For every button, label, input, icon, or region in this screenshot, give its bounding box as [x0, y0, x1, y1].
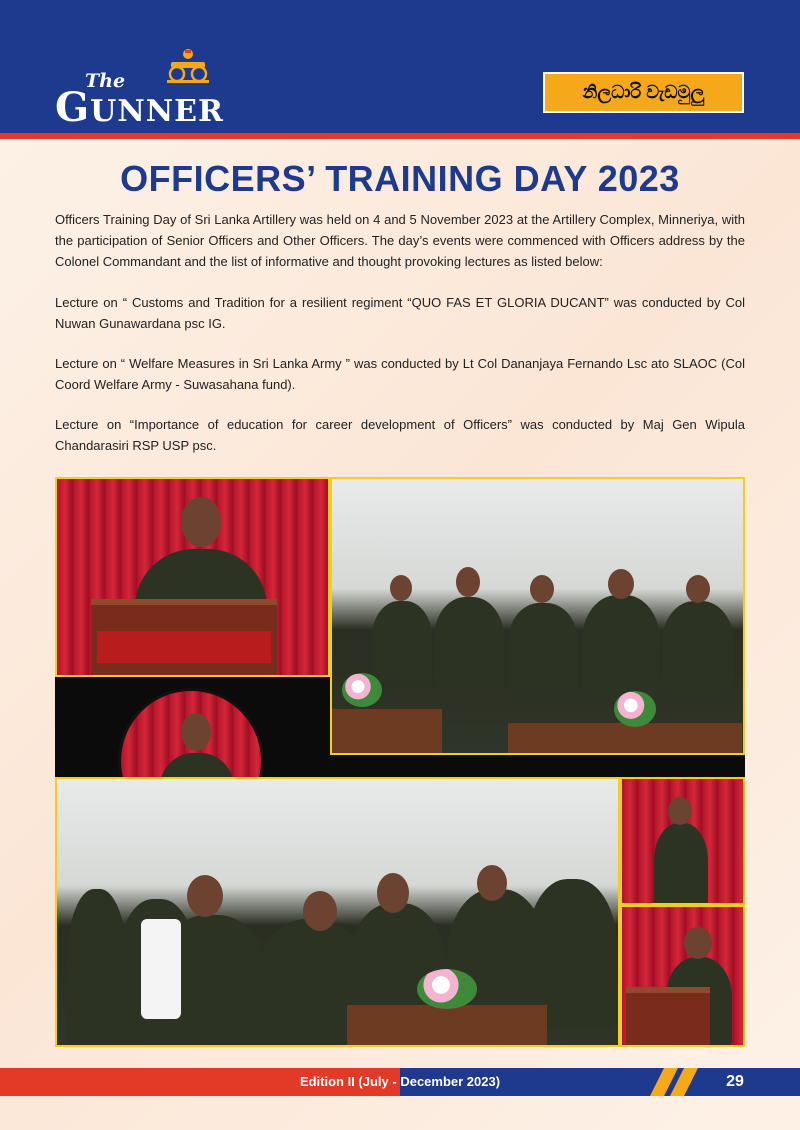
photo-lecturer-at-lectern	[620, 905, 745, 1047]
lecture-paragraph-1: Lecture on “ Customs and Tradition for a resilient regiment “QUO FAS ET GLORIA DUCANT” was conducted by Col Nuwan Gunawardana psc IG.	[55, 295, 745, 331]
article-title: OFFICERS’ TRAINING DAY 2023	[120, 158, 680, 199]
photo-officers-audience	[55, 777, 620, 1047]
header-stripe	[0, 133, 800, 139]
section-tag-label: නිලධාරි වැඩමුලු	[582, 82, 705, 102]
footer-stripes-icon	[650, 1068, 710, 1096]
photo-lecturer-standing	[620, 777, 745, 905]
logo-gunner-text: GUNNER	[55, 84, 224, 131]
page-number: 29	[726, 1073, 744, 1090]
lecture-paragraph-3: Lecture on “Importance of education for career development of Officers” was conducted by Maj Gen Wipula Chandarasiri RSP USP psc.	[55, 417, 745, 453]
logo-the-text: The	[85, 70, 126, 92]
photo-speaker-at-podium	[55, 477, 330, 677]
gunner-logo	[55, 48, 225, 131]
footer-edition: Edition II (July - December 2023)	[299, 1074, 501, 1089]
photo-senior-officers-seated	[330, 477, 745, 755]
artillery-crest-icon	[163, 48, 213, 84]
lecture-paragraph-2: Lecture on “ Welfare Measures in Sri Lanka Army ” was conducted by Lt Col Dananjaya Fernando Lsc ato SLAOC (Col Coord Welfare Army - Suwasahana fund).	[55, 356, 745, 392]
section-tag	[543, 72, 744, 113]
intro-paragraph: Officers Training Day of Sri Lanka Artillery was held on 4 and 5 November 2023 at the Artillery Complex, Minneriya, with the participation of Senior Officers and Other Officers. The day’s events were commenced with Officers address by the Colonel Commandant and the list of informative and thought provoking lectures as listed below:	[55, 212, 745, 269]
